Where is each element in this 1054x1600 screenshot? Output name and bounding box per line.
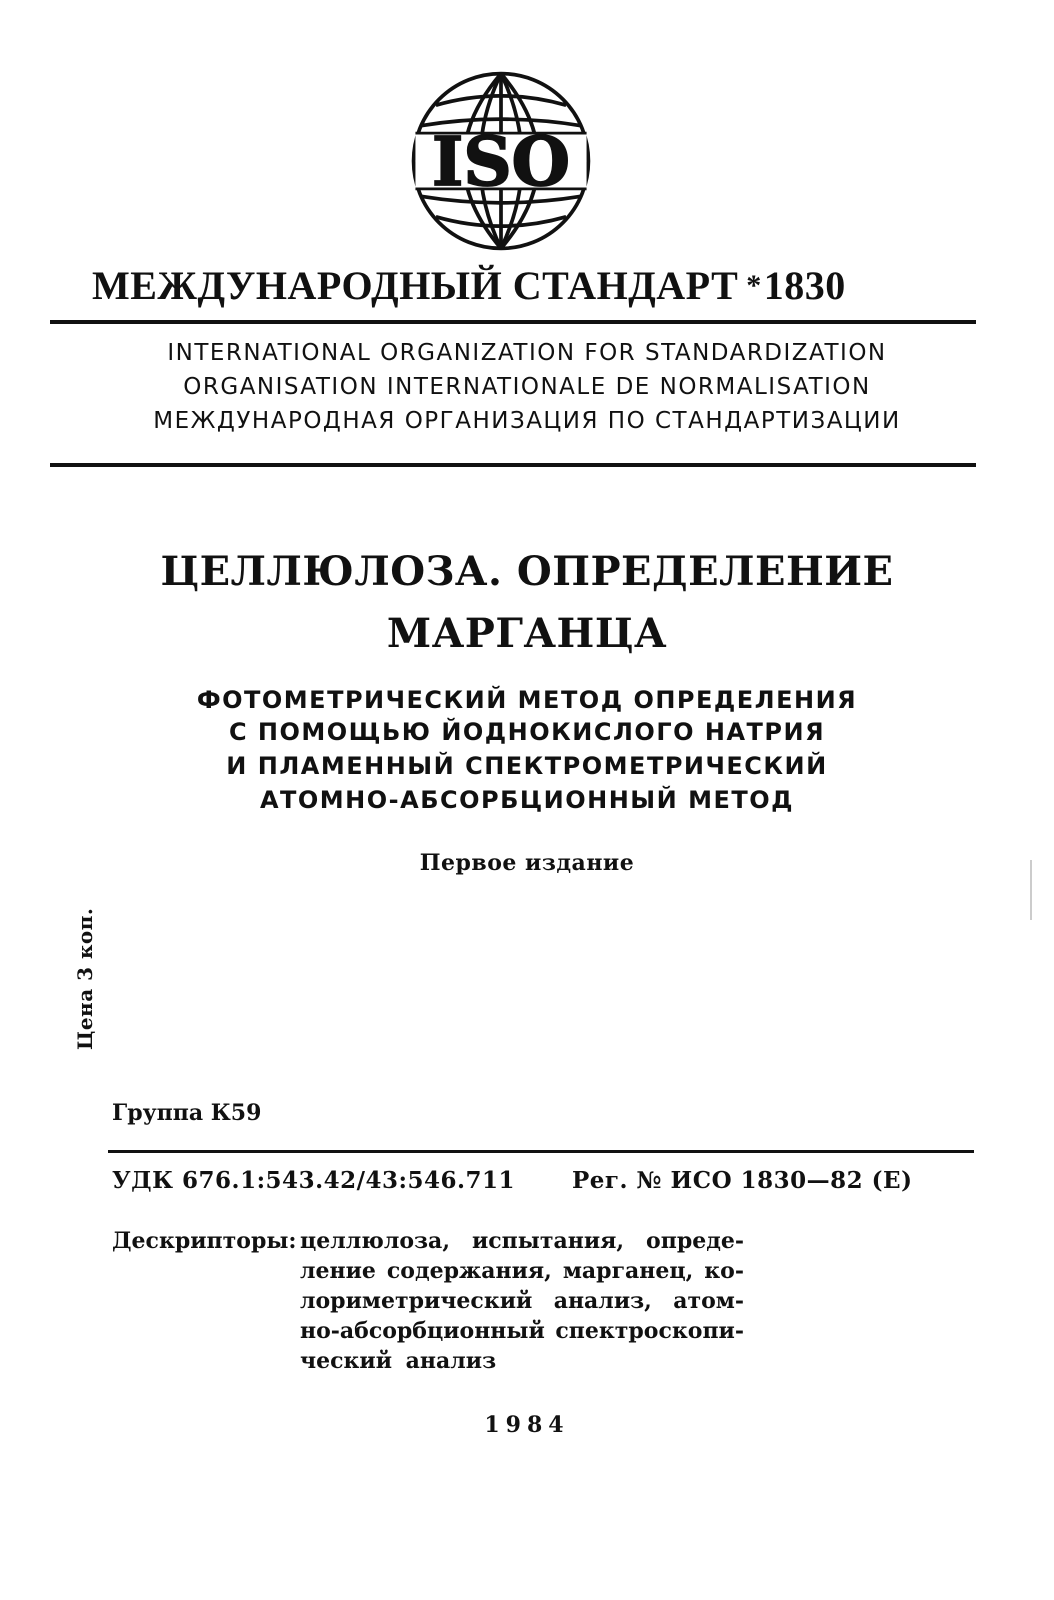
price-label: Цена 3 коп. <box>73 907 97 1050</box>
subtitle-line-2: С ПОМОЩЬЮ ЙОДНОКИСЛОГО НАТРИЯ <box>228 718 826 746</box>
heading-text: МЕЖДУНАРОДНЫЙ СТАНДАРТ <box>92 263 739 308</box>
iso-logo-text: ISO <box>432 122 570 202</box>
scan-edge-mark <box>1030 860 1032 920</box>
iso-globe-logo <box>408 68 594 254</box>
descriptors-line: целлюлоза, испытания, опреде- <box>300 1228 744 1254</box>
subtitle-line-1: ФОТОМЕТРИЧЕСКИЙ МЕТОД ОПРЕДЕЛЕНИЯ <box>196 686 858 714</box>
descriptors-line: но-абсорбционный спектроскопи- <box>300 1318 744 1344</box>
document-title-line-2: МАРГАНЦА <box>386 610 668 657</box>
organization-name-fr: ORGANISATION INTERNATIONALE DE NORMALISATION <box>183 374 871 400</box>
descriptors-line: лориметрический анализ, атом- <box>300 1288 744 1314</box>
publication-year: 1984 <box>484 1412 570 1438</box>
top-rule <box>50 320 976 324</box>
standard-number: 1830 <box>763 263 846 308</box>
group-label: Группа К59 <box>112 1100 262 1126</box>
registration-number: Рег. № ИСО 1830—82 (E) <box>572 1167 913 1194</box>
document-title-line-1: ЦЕЛЛЮЛОЗА. ОПРЕДЕЛЕНИЕ <box>160 548 894 595</box>
standard-heading <box>92 262 922 310</box>
udk-code: УДК 676.1:543.42/43:546.711 <box>112 1167 516 1194</box>
descriptors-line: ческий анализ <box>300 1348 497 1374</box>
subtitle-line-4: АТОМНО-АБСОРБЦИОННЫЙ МЕТОД <box>259 786 795 814</box>
subtitle-line-3: И ПЛАМЕННЫЙ СПЕКТРОМЕТРИЧЕСКИЙ <box>226 752 828 780</box>
heading-star: * <box>746 269 762 302</box>
middle-rule <box>50 463 976 467</box>
organization-name-ru: МЕЖДУНАРОДНАЯ ОРГАНИЗАЦИЯ ПО СТАНДАРТИЗАЦИИ <box>153 408 901 434</box>
edition-label: Первое издание <box>419 850 635 876</box>
descriptors-label: Дескрипторы: <box>112 1228 297 1254</box>
descriptors-line: ление содержания, марганец, ко- <box>300 1258 744 1284</box>
bottom-rule <box>108 1150 974 1153</box>
organization-name-en: INTERNATIONAL ORGANIZATION FOR STANDARDIZATION <box>167 340 887 366</box>
